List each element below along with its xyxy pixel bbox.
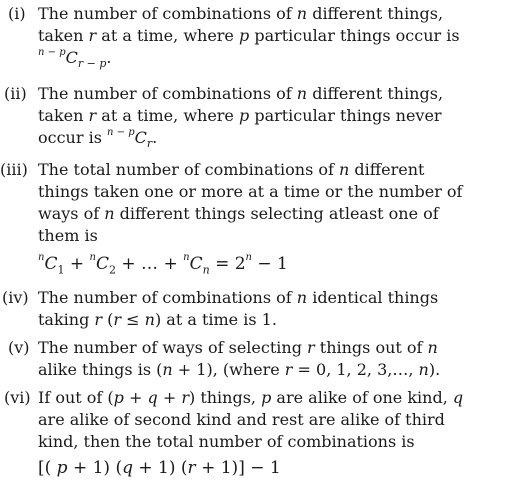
item-text-line: The number of combinations of n identical things xyxy=(38,288,439,307)
item-text-line: The number of ways of selecting r things out of n xyxy=(38,338,438,357)
item-text-line: The number of combinations of n different things, xyxy=(38,84,444,103)
item-text-line: taken r at a time, where p particular things occur is xyxy=(38,26,460,45)
item-text-line: alike things is (n + 1), (where r = 0, 1, 2, 3,…, n). xyxy=(38,360,441,379)
item-text-line: taking r (r ≤ n) at a time is 1. xyxy=(38,310,277,329)
item-text-line: taken r at a time, where p particular things never xyxy=(38,106,442,125)
item-label: (iii) xyxy=(0,160,28,179)
item-text-line: If out of (p + q + r) things, p are alike of one kind, q xyxy=(38,388,464,407)
item-text-line: The total number of combinations of n different xyxy=(38,160,425,179)
item-text-line: kind, then the total number of combinations is xyxy=(38,432,415,451)
item-label: (v) xyxy=(8,338,30,357)
item-text-line: them is xyxy=(38,226,98,245)
item-text-line: ways of n different things selecting atleast one of xyxy=(38,204,439,223)
item-label: (iv) xyxy=(2,288,29,307)
combination-formula: [( p + 1) (q + 1) (r + 1)] − 1 xyxy=(38,458,281,478)
item-label: (ii) xyxy=(4,84,27,103)
item-text-formula: occur is $^{n - p}C_r$. xyxy=(38,126,158,151)
item-label: (vi) xyxy=(4,388,31,407)
item-text-line: are alike of second kind and rest are alike of third xyxy=(38,410,445,429)
item-text-formula: $^{n - p}C_{r - p}$. xyxy=(38,46,112,71)
item-label: (i) xyxy=(8,4,26,23)
sum-formula: $^nC_1 + ^nC_2$ + … + $^nC_n = 2^n - 1$ xyxy=(38,252,288,277)
item-text-line: things taken one or more at a time or the number of xyxy=(38,182,463,201)
item-text-line: The number of combinations of n different things, xyxy=(38,4,444,23)
